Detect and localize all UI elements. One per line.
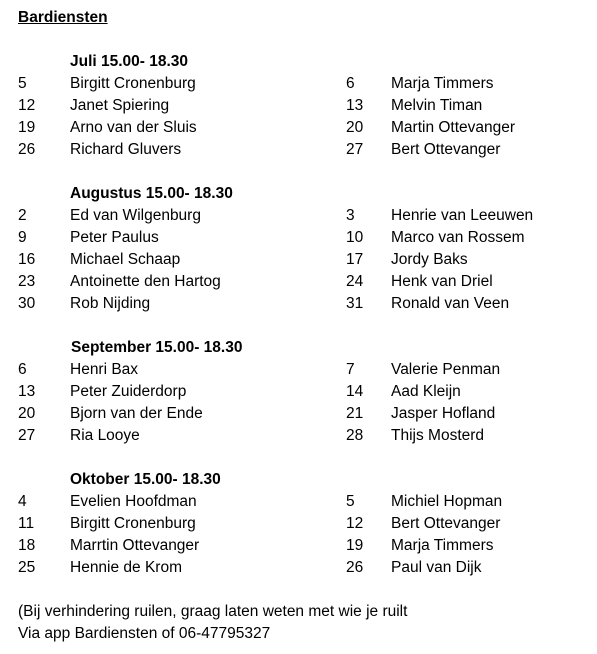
day-left: 20 [18,405,36,422]
day-left: 6 [18,361,27,378]
schedule-row [0,228,597,250]
day-left: 16 [18,251,36,268]
name-left: Arno van der Sluis [70,119,197,136]
name-left: Marrtin Ottevanger [70,537,200,554]
document-title: Bardiensten [18,9,108,26]
day-right: 26 [346,559,364,576]
day-right: 21 [346,405,364,422]
name-right: Bert Ottevanger [391,141,501,158]
name-right: Marco van Rossem [391,229,525,246]
day-right: 14 [346,383,364,400]
day-right: 28 [346,427,364,444]
day-right: 12 [346,515,364,532]
day-left: 11 [18,515,35,532]
name-right: Aad Kleijn [391,383,461,400]
day-right: 20 [346,119,364,136]
name-right: Marja Timmers [391,537,494,554]
day-left: 26 [18,141,36,158]
day-right: 19 [346,537,364,554]
name-right: Paul van Dijk [391,559,482,576]
day-left: 13 [18,383,36,400]
schedule-row [0,118,597,140]
name-right: Jasper Hofland [391,405,496,422]
day-left: 18 [18,537,36,554]
schedule-row [0,382,597,404]
name-right: Jordy Baks [391,251,468,268]
name-right: Martin Ottevanger [391,119,516,136]
name-left: Evelien Hoofdman [70,493,197,510]
day-right: 13 [346,97,364,114]
name-left: Ria Looye [70,427,140,444]
schedule-row [0,294,597,316]
name-right: Marja Timmers [391,75,494,92]
name-right: Michiel Hopman [391,493,503,510]
month-heading: Juli 15.00- 18.30 [70,53,189,70]
name-right: Ronald van Veen [391,295,510,312]
name-right: Henrie van Leeuwen [391,207,534,224]
name-left: Peter Paulus [70,229,159,246]
name-left: Michael Schaap [70,251,181,268]
day-left: 12 [18,97,36,114]
schedule-row [0,514,597,536]
day-left: 9 [18,229,27,246]
schedule-row [0,272,597,294]
day-left: 5 [18,75,27,92]
schedule-row [0,74,597,96]
name-left: Peter Zuiderdorp [70,383,187,400]
name-left: Hennie de Krom [70,559,183,576]
name-right: Thijs Mosterd [391,427,485,444]
day-right: 3 [346,207,355,224]
name-right: Bert Ottevanger [391,515,501,532]
schedule-row [0,140,597,162]
schedule-row [0,250,597,272]
day-right: 24 [346,273,364,290]
day-right: 5 [346,493,355,510]
schedule-row [0,536,597,558]
day-left: 27 [18,427,36,444]
month-heading: September 15.00- 18.30 [71,339,243,356]
name-left: Rob Nijding [70,295,151,312]
schedule-row [0,96,597,118]
day-right: 27 [346,141,364,158]
name-right: Valerie Penman [391,361,501,378]
name-left: Janet Spiering [70,97,170,114]
day-left: 19 [18,119,36,136]
name-left: Bjorn van der Ende [70,405,203,422]
name-left: Birgitt Cronenburg [70,75,196,92]
day-left: 2 [18,207,27,224]
name-left: Ed van Wilgenburg [70,207,201,224]
schedule-row [0,492,597,514]
name-right: Henk van Driel [391,273,493,290]
day-right: 17 [346,251,364,268]
day-right: 7 [346,361,355,378]
name-right: Melvin Timan [391,97,483,114]
day-left: 25 [18,559,36,576]
schedule-row [0,404,597,426]
name-left: Birgitt Cronenburg [70,515,196,532]
schedule-row [0,558,597,580]
footer-note-line-2: Via app Bardiensten of 06-47795327 [18,625,271,642]
name-left: Richard Gluvers [70,141,182,158]
schedule-row [0,360,597,382]
name-left: Antoinette den Hartog [70,273,221,290]
name-left: Henri Bax [70,361,139,378]
day-right: 31 [346,295,364,312]
day-left: 4 [18,493,27,510]
schedule-row [0,426,597,448]
day-left: 30 [18,295,36,312]
day-left: 23 [18,273,36,290]
month-heading: Augustus 15.00- 18.30 [70,185,233,202]
month-heading: Oktober 15.00- 18.30 [70,471,221,488]
day-right: 6 [346,75,355,92]
day-right: 10 [346,229,364,246]
footer-note-line-1: (Bij verhindering ruilen, graag laten weten met wie je ruilt [18,603,408,620]
schedule-row [0,206,597,228]
